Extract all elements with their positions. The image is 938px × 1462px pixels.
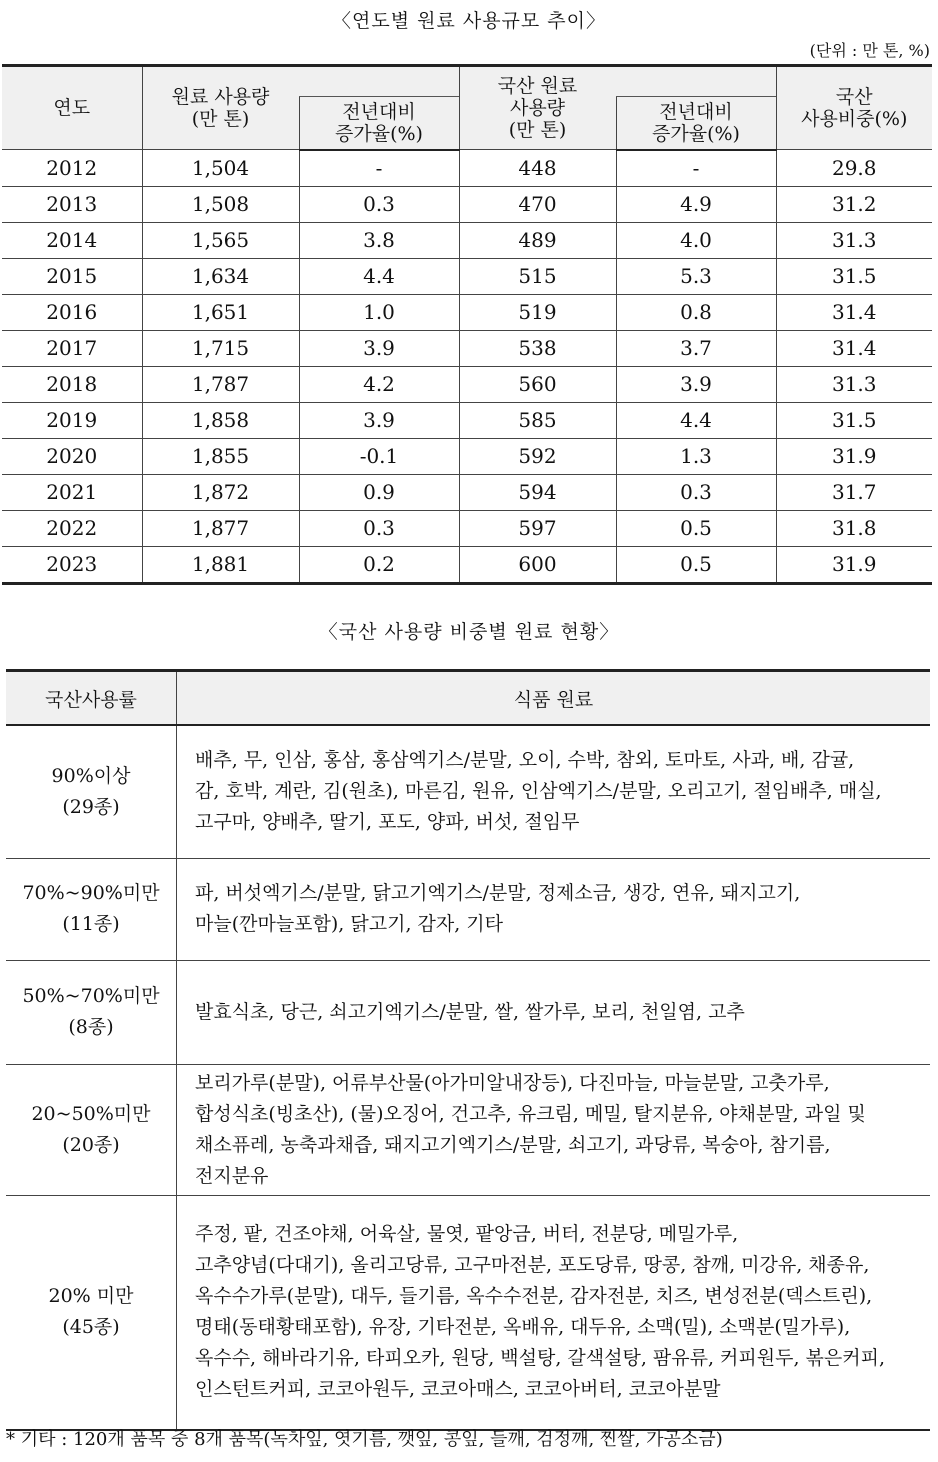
cell-usage-growth: 4.2 (299, 366, 459, 402)
header-category: 국산사용률 (6, 671, 177, 726)
items-cell (177, 960, 931, 1064)
list-item (6, 1064, 930, 1195)
cell-usage-growth: 0.3 (299, 186, 459, 222)
cell-year: 2018 (2, 366, 142, 402)
cell-usage: 1,787 (142, 366, 299, 402)
cell-usage: 1,634 (142, 258, 299, 294)
cell-usage: 1,855 (142, 438, 299, 474)
cell-domestic-usage: 515 (459, 258, 616, 294)
items-line: 배추, 무, 인삼, 홍삼, 홍삼엑기스/분말, 오이, 수박, 참외, 토마토, 사과, 배, 감귤, (195, 749, 855, 772)
items-line: 명태(동태황태포함), 유장, 기타전분, 옥배유, 대두유, 소맥(밀), 소맥분(밀가루), (195, 1316, 851, 1339)
header-domestic-growth: 전년대비 증가율(%) (616, 97, 776, 150)
items-line: 마늘(깐마늘포함), 닭고기, 감자, 기타 (195, 913, 504, 935)
header-usage-growth: 전년대비 증가율(%) (299, 97, 459, 150)
header-domestic-spacer (616, 66, 776, 97)
category-cell (6, 725, 177, 858)
cell-usage-growth: 4.4 (299, 258, 459, 294)
category-label: 90%이상 (51, 764, 131, 787)
header-usage-spacer (299, 66, 459, 97)
cell-usage-growth: 3.8 (299, 222, 459, 258)
cell-domestic-share: 31.4 (776, 330, 932, 366)
category-count: (20종) (62, 1133, 120, 1156)
header-year: 연도 (2, 66, 142, 150)
items-line: 고구마, 양배추, 딸기, 포도, 양파, 버섯, 절임무 (195, 811, 580, 834)
cell-domestic-growth: 4.9 (616, 186, 776, 222)
cell-usage: 1,651 (142, 294, 299, 330)
items-line: 합성식초(빙초산), (물)오징어, 건고추, 유크림, 메밀, 탈지분유, 야채분말, 과일 및 (195, 1102, 866, 1125)
table2-title: 〈국산 사용량 비중별 원료 현황〉 (318, 621, 620, 643)
cell-domestic-growth: 1.3 (616, 438, 776, 474)
category-count: (8종) (68, 1016, 114, 1038)
cell-domestic-growth: 3.9 (616, 366, 776, 402)
items-line: 전지분유 (195, 1164, 269, 1187)
items-line: 옥수수, 해바라기유, 타피오카, 원당, 백설탕, 갈색설탕, 팜유류, 커피원두, 볶은커피, (195, 1347, 886, 1370)
items-cell (177, 1064, 931, 1195)
cell-domestic-usage: 592 (459, 438, 616, 474)
cell-usage-growth: 0.9 (299, 474, 459, 510)
cell-usage-growth: 3.9 (299, 330, 459, 366)
cell-domestic-growth: 0.8 (616, 294, 776, 330)
cell-year: 2012 (2, 150, 142, 187)
cell-year: 2017 (2, 330, 142, 366)
cell-domestic-usage: 470 (459, 186, 616, 222)
items-cell (177, 858, 931, 960)
unit-label: (단위 : 만 톤, %) (809, 41, 930, 60)
cell-usage-growth: 0.2 (299, 546, 459, 583)
items-line: 고추양념(다대기), 올리고당류, 고구마전분, 포도당류, 땅콩, 참깨, 미강유, 채종유, (195, 1254, 870, 1277)
cell-usage: 1,508 (142, 186, 299, 222)
cell-domestic-growth: 4.0 (616, 222, 776, 258)
cell-domestic-share: 31.8 (776, 510, 932, 546)
table-row (2, 474, 932, 510)
cell-usage-growth: -0.1 (299, 438, 459, 474)
items-line: 옥수수가루(분말), 대두, 들기름, 옥수수전분, 감자전분, 치즈, 변성전분(덱스트린), (195, 1285, 873, 1308)
category-count: (45종) (62, 1316, 120, 1339)
category-cell (6, 960, 177, 1064)
list-item (6, 1195, 930, 1430)
cell-domestic-share: 31.9 (776, 546, 932, 583)
list-item (6, 858, 930, 960)
items-line: 감, 호박, 계란, 김(원초), 마른김, 원유, 인삼엑기스/분말, 오리고기, 절임배추, 매실, (195, 780, 882, 803)
cell-domestic-growth: 3.7 (616, 330, 776, 366)
cell-usage: 1,881 (142, 546, 299, 583)
cell-year: 2019 (2, 402, 142, 438)
cell-year: 2015 (2, 258, 142, 294)
header-domestic-share: 국산 사용비중(%) (776, 66, 932, 150)
table-row (2, 546, 932, 583)
header-domestic-usage: 국산 원료 사용량 (만 톤) (459, 66, 616, 150)
cell-domestic-share: 31.4 (776, 294, 932, 330)
cell-domestic-growth: 5.3 (616, 258, 776, 294)
category-cell (6, 858, 177, 960)
cell-domestic-usage: 519 (459, 294, 616, 330)
cell-year: 2023 (2, 546, 142, 583)
cell-year: 2013 (2, 186, 142, 222)
cell-domestic-share: 31.2 (776, 186, 932, 222)
footnote: * 기타 : 120개 품목 중 8개 품목(녹차잎, 엿기름, 깻잎, 콩잎, 들깨, 검정깨, 찐쌀, 가공소금) (6, 1429, 723, 1450)
cell-domestic-share: 31.3 (776, 222, 932, 258)
table-row (2, 510, 932, 546)
cell-usage-growth: 3.9 (299, 402, 459, 438)
items-line: 인스턴트커피, 코코아원두, 코코아매스, 코코아버터, 코코아분말 (195, 1378, 721, 1401)
cell-usage: 1,715 (142, 330, 299, 366)
table-row (2, 294, 932, 330)
cell-domestic-usage: 594 (459, 474, 616, 510)
cell-year: 2020 (2, 438, 142, 474)
cell-domestic-share: 31.7 (776, 474, 932, 510)
items-cell (177, 725, 931, 858)
cell-usage-growth: - (299, 150, 459, 187)
list-item (6, 725, 930, 858)
items-line: 채소퓨레, 농축과채즙, 돼지고기엑기스/분말, 쇠고기, 과당류, 복숭아, 참기름, (195, 1133, 831, 1156)
table-row (2, 366, 932, 402)
header-items: 식품 원료 (177, 671, 931, 726)
cell-year: 2021 (2, 474, 142, 510)
items-line: 보리가루(분말), 어류부산물(아가미알내장등), 다진마늘, 마늘분말, 고춧가루, (195, 1071, 830, 1094)
table-row (2, 222, 932, 258)
cell-usage: 1,504 (142, 150, 299, 187)
table-row (2, 186, 932, 222)
header-usage: 원료 사용량 (만 톤) (142, 66, 299, 150)
cell-domestic-share: 29.8 (776, 150, 932, 187)
table-row (2, 150, 932, 187)
cell-domestic-usage: 560 (459, 366, 616, 402)
cell-year: 2022 (2, 510, 142, 546)
cell-domestic-usage: 538 (459, 330, 616, 366)
cell-usage: 1,872 (142, 474, 299, 510)
category-count: (11종) (62, 913, 120, 935)
table-row (2, 402, 932, 438)
cell-domestic-usage: 600 (459, 546, 616, 583)
cell-domestic-share: 31.9 (776, 438, 932, 474)
category-label: 20% 미만 (48, 1285, 134, 1308)
cell-year: 2016 (2, 294, 142, 330)
category-label: 50%~70%미만 (22, 985, 160, 1007)
cell-domestic-usage: 448 (459, 150, 616, 187)
yearly-usage-table (2, 64, 932, 585)
category-cell (6, 1064, 177, 1195)
items-cell (177, 1195, 931, 1430)
cell-usage: 1,877 (142, 510, 299, 546)
cell-domestic-growth: 0.5 (616, 546, 776, 583)
cell-domestic-growth: 0.5 (616, 510, 776, 546)
list-item (6, 960, 930, 1064)
cell-domestic-share: 31.3 (776, 366, 932, 402)
cell-year: 2014 (2, 222, 142, 258)
items-line: 발효식초, 당근, 쇠고기엑기스/분말, 쌀, 쌀가루, 보리, 천일염, 고추 (195, 1000, 745, 1023)
cell-usage: 1,565 (142, 222, 299, 258)
category-count: (29종) (62, 795, 120, 818)
cell-domestic-usage: 597 (459, 510, 616, 546)
cell-domestic-share: 31.5 (776, 402, 932, 438)
table-row (2, 330, 932, 366)
cell-domestic-growth: 4.4 (616, 402, 776, 438)
items-line: 주정, 팥, 건조야채, 어육살, 물엿, 팥앙금, 버터, 전분당, 메밀가루, (195, 1223, 739, 1246)
table-row (2, 258, 932, 294)
table-row (2, 438, 932, 474)
items-line: 파, 버섯엑기스/분말, 닭고기엑기스/분말, 정제소금, 생강, 연유, 돼지고기, (195, 882, 801, 904)
domestic-share-table (6, 669, 930, 1431)
cell-usage-growth: 0.3 (299, 510, 459, 546)
category-label: 20~50%미만 (31, 1102, 151, 1125)
cell-domestic-usage: 489 (459, 222, 616, 258)
cell-usage-growth: 1.0 (299, 294, 459, 330)
cell-domestic-share: 31.5 (776, 258, 932, 294)
cell-domestic-usage: 585 (459, 402, 616, 438)
cell-domestic-growth: 0.3 (616, 474, 776, 510)
cell-domestic-growth: - (616, 150, 776, 187)
table1-title: 〈연도별 원료 사용규모 추이〉 (331, 10, 606, 32)
category-cell (6, 1195, 177, 1430)
category-label: 70%~90%미만 (22, 882, 160, 904)
cell-usage: 1,858 (142, 402, 299, 438)
